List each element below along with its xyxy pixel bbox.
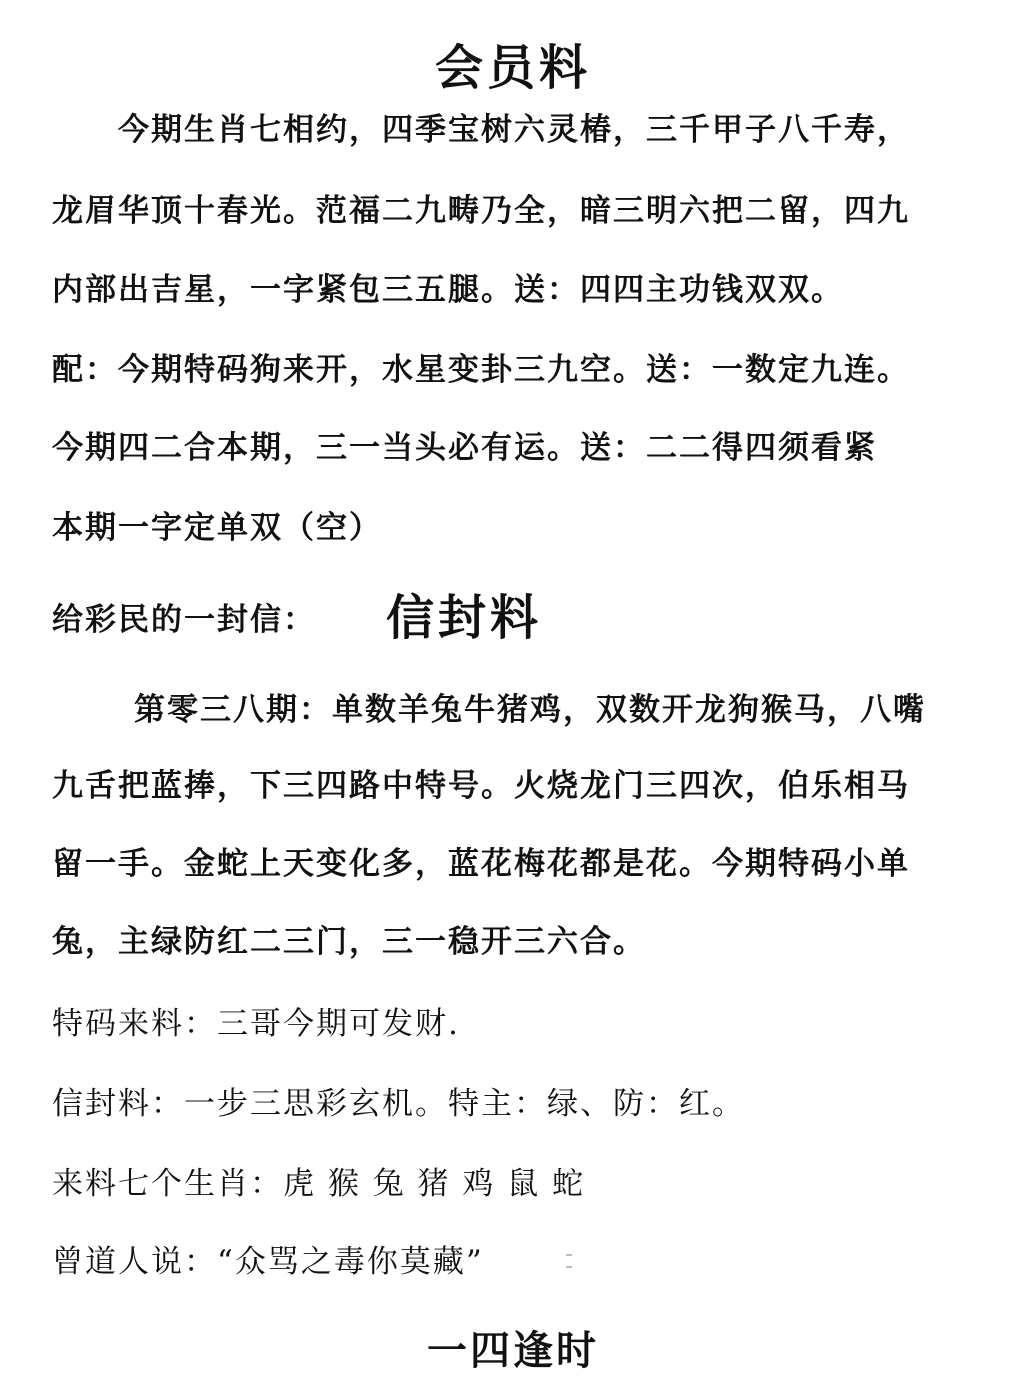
- letter-label: 给彩民的一封信：: [52, 602, 316, 638]
- letter-line-7: 来料七个生肖：虎 猴 兔 猪 鸡 鼠 蛇: [52, 1166, 586, 1202]
- letter-line-2: 九舌把蓝捧，下三四路中特号。火烧龙门三四次，伯乐相马: [52, 768, 910, 804]
- scan-mark: [566, 1254, 572, 1268]
- member-line-6: 本期一字定单双（空）: [52, 510, 382, 546]
- letter-line-1: 第零三八期：单数羊兔牛猪鸡，双数开龙狗猴马，八嘴: [134, 692, 926, 728]
- letter-line-4: 兔，主绿防红二三门，三一稳开三六合。: [52, 924, 646, 960]
- page-title: 会员料: [434, 40, 591, 96]
- member-line-3: 内部出吉星，一字紧包三五腿。送：四四主功钱双双。: [52, 272, 844, 308]
- member-line-1: 今期生肖七相约，四季宝树六灵椿，三千甲子八千寿，: [118, 112, 910, 148]
- letter-line-6: 信封料：一步三思彩玄机。特主：绿、防：红。: [52, 1086, 745, 1122]
- member-line-5: 今期四二合本期，三一当头必有运。送：二二得四须看紧: [52, 430, 877, 466]
- member-line-4: 配：今期特码狗来开，水星变卦三九空。送：一数定九连。: [52, 352, 910, 388]
- footer-title: 一四逢时: [427, 1327, 599, 1374]
- letter-line-5: 特码来料：三哥今期可发财.: [52, 1006, 460, 1042]
- letter-title: 信封料: [386, 590, 543, 646]
- letter-line-8: 曾道人说：“众骂之毒你莫藏”: [52, 1244, 484, 1280]
- member-line-2: 龙眉华顶十春光。范福二九畴乃全，暗三明六把二留，四九: [52, 193, 910, 229]
- letter-line-3: 留一手。金蛇上天变化多，蓝花梅花都是花。今期特码小单: [52, 846, 910, 882]
- letter-heading: [52, 590, 543, 646]
